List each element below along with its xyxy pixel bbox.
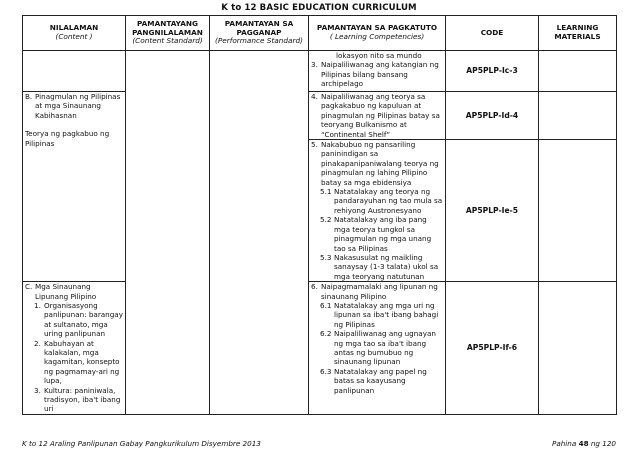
item-number: 3. (311, 60, 318, 70)
header-performance-sub: (Performance Standard) (215, 36, 303, 46)
content-item-number: 2. (34, 338, 41, 348)
code-cell: AP5PLP-If-6 (446, 282, 539, 415)
content-item-text: Organisasyong panlipunan: barangay at sultanato, mga uring panlipunan (44, 300, 123, 339)
content-item-number: 1. (34, 300, 41, 310)
item-text: Naipaliliwanag ang katangian ng Pilipinas bilang bansang archipelago (321, 60, 439, 89)
content-item-number: 3. (34, 385, 41, 395)
materials-cell (539, 92, 617, 140)
competency-cell (309, 51, 446, 92)
code-cell: AP5PLP-Id-4 (446, 92, 539, 140)
header-performance-standard (210, 16, 309, 51)
content-cell (23, 282, 126, 415)
subitem-text: Natatalakay ang mga uri ng lipunan sa iba't ibang bahagi ng Pilipinas (334, 300, 439, 329)
content-item (25, 386, 123, 414)
content-cell (23, 51, 126, 92)
subitem-number: 5.1 (320, 187, 332, 197)
subitem-number: 5.2 (320, 215, 332, 225)
subitem-text: Nakasusulat ng maikling sanaysay (1-3 talata) ukol sa mga teoryang natutunan (334, 252, 439, 281)
footer-page-number (552, 439, 616, 448)
content-subtopic: Teorya ng pagkabuo ng Pilipinas (25, 129, 110, 148)
competency-subitem (311, 367, 443, 395)
subitem-text: Natatalakay ang teorya ng pandarayuhan ng tao mula sa rehiyong Austronesyano (334, 187, 443, 215)
materials-cell (539, 282, 617, 415)
header-content-sub: (Content ) (55, 32, 93, 41)
code-cell: AP5PLP-Ic-3 (446, 51, 539, 92)
competency-subitem (311, 329, 443, 367)
competency-item (311, 92, 443, 139)
header-code: CODE (446, 16, 539, 51)
curriculum-table (22, 15, 617, 415)
content-topic (25, 92, 123, 120)
content-title: Mga Sinaunang Lipunang Pilipino (35, 282, 97, 301)
content-item-text: Kultura: paniniwala, tradisyon, iba't ibang uri (44, 385, 121, 414)
header-competency-main: PAMANTAYAN SA PAGKATUTO (316, 23, 438, 33)
content-topic (25, 282, 123, 301)
page-title: K to 12 BASIC EDUCATION CURRICULUM (221, 3, 417, 13)
header-performance-main: PAMANTAYAN SA PAGGANAP (224, 19, 294, 37)
page-suffix: ng 120 (590, 439, 616, 448)
subitem-text: Natatalakay ang iba pang mga teorya tungkol sa pinagmulan ng mga unang tao sa Pilipinas (334, 215, 432, 253)
header-learning-competencies (309, 16, 446, 51)
competency-cell (309, 140, 446, 282)
footer-document-title: K to 12 Araling Panlipunan Gabay Pangkurikulum Disyembre 2013 (22, 439, 261, 448)
competency-continuation: lokasyon nito sa mundo (336, 51, 422, 60)
performance-standard-cell (210, 51, 309, 415)
header-competency-sub: ( Learning Competencies) (329, 32, 425, 41)
item-text: Naipagmamalaki ang lipunan ng sinaunang Pilipino (321, 282, 438, 301)
table-row (23, 282, 617, 415)
subitem-number: 6.2 (320, 329, 332, 339)
subitem-text: Naipaliliwanag ang ugnayan ng mga tao sa iba't ibang antas ng bumubuo ng sinaunang lipunan (334, 329, 436, 367)
item-text: Naipaliliwanag ang teorya sa pagkakabuo ng kapuluan at pinagmulan ng Pilipinas batay sa teoryang Bulkanismo at “Continental Shelf” (321, 92, 440, 139)
competency-cell (309, 282, 446, 415)
content-item (25, 339, 123, 386)
code-cell: AP5PLP-Ie-5 (446, 140, 539, 282)
content-item (25, 301, 123, 339)
item-text: Nakabubuo ng pansariling paninindigan sa pinakapanipaniwalang teorya ng pinagmulan ng lahing Pilipino batay sa mga ebidensiya (321, 140, 439, 187)
header-content-standard (126, 16, 210, 51)
header-standard-main: PAMANTAYANG PANGNILALAMAN (132, 19, 203, 37)
header-standard-sub: (Content Standard) (132, 36, 203, 46)
page-number: 48 (578, 439, 589, 448)
competency-item (311, 60, 443, 88)
competency-subitem (311, 253, 443, 281)
item-number: 4. (311, 92, 318, 101)
item-number: 6. (311, 282, 318, 292)
content-standard-cell (126, 51, 210, 415)
header-content-main: NILALAMAN (49, 23, 99, 33)
page-prefix: Pahina (552, 439, 577, 448)
competency-subitem (311, 301, 443, 329)
header-learning-materials: LEARNING MATERIALS (539, 16, 617, 51)
subitem-number: 6.3 (320, 366, 332, 376)
materials-cell (539, 51, 617, 92)
content-item-text: Kabuhayan at kalakalan, mga kagamitan, konsepto ng pagmamay-ari ng lupa, (44, 338, 120, 386)
header-content (23, 16, 126, 51)
competency-subitem (311, 215, 443, 253)
subitem-text: Natatalakay ang papel ng batas sa kaayusang panlipunan (334, 366, 427, 395)
content-letter: B. (25, 92, 33, 101)
content-cell (23, 92, 126, 282)
table-row (23, 92, 617, 140)
content-letter: C. (25, 282, 33, 292)
competency-item (311, 140, 443, 187)
materials-cell (539, 140, 617, 282)
subitem-number: 5.3 (320, 252, 332, 262)
competency-subitem (311, 187, 443, 215)
content-title: Pinagmulan ng Pilipinas at mga Sinaunang Kabihasnan (35, 92, 121, 120)
item-number: 5. (311, 140, 318, 150)
competency-cell (309, 92, 446, 140)
competency-item (311, 282, 443, 301)
subitem-number: 6.1 (320, 300, 332, 310)
header-row (23, 16, 617, 51)
table-row (23, 51, 617, 92)
